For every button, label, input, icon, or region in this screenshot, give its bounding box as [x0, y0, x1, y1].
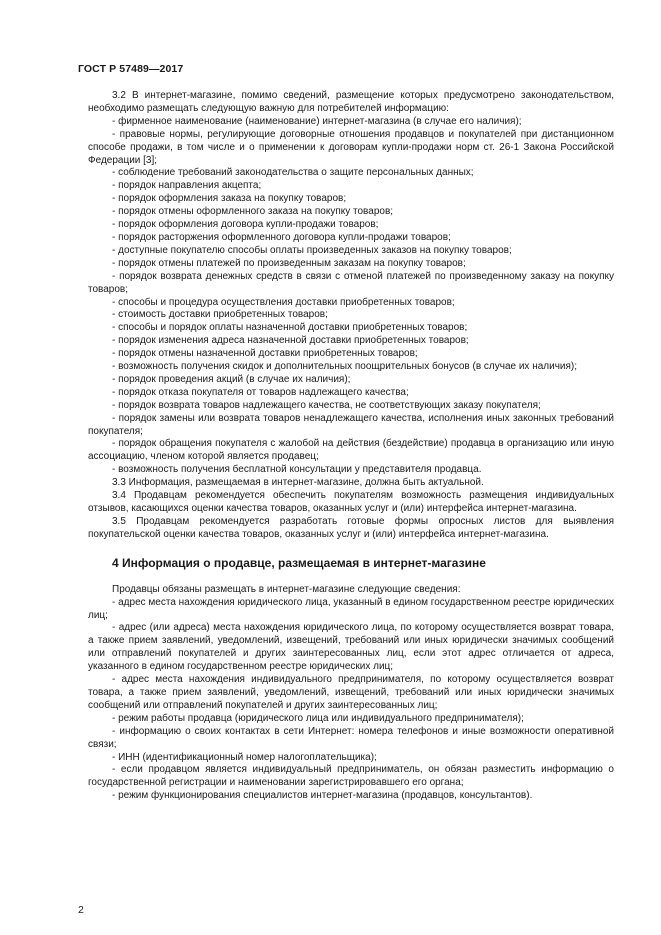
document-header: ГОСТ Р 57489—2017 [78, 63, 184, 75]
list-item: - порядок проведения акций (в случае их наличия); [112, 373, 351, 385]
list-item: - адрес (или адреса) места нахождения юридического лица, по которому осуществляется возврат товара, а также прием заявлений, уведомлений, извещений, требований или иных юридически значимых сообщений или отправлений покупателей и других заинтересованных лиц, если этот адрес отличается от адреса, указанного в едином государственном реестре юридических лиц; [88, 622, 614, 673]
list-item: - порядок замены или возврата товаров ненадлежащего качества, исполнения иных законных требований покупателя; [88, 412, 614, 437]
list-item: - доступные покупателю способы оплаты произведенных заказов на покупку товаров; [112, 244, 512, 256]
list-item: - соблюдение требований законодательства о защите персональных данных; [112, 167, 474, 179]
list-item: - порядок оформления заказа на покупку товаров; [112, 193, 347, 205]
paragraph: 3.2 В интернет-магазине, помимо сведений, размещение которых предусмотрено законодательством, необходимо размещать следующую важную для потребителей информацию: [88, 90, 614, 114]
list-item: - возможность получения скидок и дополнительных поощрительных бонусов (в случае их наличия); [112, 361, 578, 373]
list-item: - режим работы продавца (юридического лица или индивидуального предпринимателя); [112, 712, 524, 724]
section-title: 4 Информация о продавце, размещаемая в интернет-магазине [112, 555, 486, 570]
list-item: - порядок расторжения оформленного договора купли-продажи товаров; [112, 231, 451, 243]
list-item: - режим функционирования специалистов интернет-магазина (продавцов, консультантов). [112, 790, 533, 802]
paragraph: Продавцы обязаны размещать в интернет-магазине следующие сведения: [112, 583, 461, 595]
list-item: - возможность получения бесплатной консультации у представителя продавца. [112, 464, 482, 476]
list-item: - порядок отказа покупателя от товаров надлежащего качества; [112, 386, 409, 398]
list-item: - порядок направления акцепта; [112, 180, 262, 192]
list-item: - порядок оформления договора купли-продажи товаров; [112, 219, 379, 231]
list-item: - порядок возврата денежных средств в связи с отменой платежей по произведенному заказу на покупку товаров; [88, 270, 614, 295]
list-item: - порядок отмены платежей по произведенным заказам на покупку товаров; [112, 257, 466, 269]
list-item: - информацию о своих контактах в сети Интернет: номера телефонов и иные возможности оперативной связи; [88, 725, 614, 750]
list-item: - стоимость доставки приобретенных товаров; [112, 309, 328, 321]
document-body [88, 90, 614, 803]
list-item: - если продавцом является индивидуальный предприниматель, он обязан разместить информацию о государственной регистрации и наименовании зарегистрировавшего его органа; [88, 764, 614, 789]
list-item: - способы и порядок оплаты назначенной доставки приобретенных товаров; [112, 322, 468, 334]
paragraph: 3.4 Продавцам рекомендуется обеспечить покупателям возможность размещения индивидуальных отзывов, касающихся оценки качества товаров, оказанных услуг и (или) интерфейса интернет-магазина. [88, 490, 614, 514]
list-item: - порядок возврата товаров надлежащего качества, не соответствующих заказу покупателя; [112, 399, 541, 411]
list-item: - порядок отмены назначенной доставки приобретенных товаров; [112, 348, 418, 360]
list-item: - фирменное наименование (наименование) интернет-магазина (в случае его наличия); [112, 115, 522, 127]
paragraph: 3.3 Информация, размещаемая в интернет-магазине, должна быть актуальной. [112, 477, 484, 489]
list-item: - порядок изменения адреса назначенной доставки приобретенных товаров; [112, 335, 469, 347]
list-item: - ИНН (идентификационный номер налогоплательщика); [112, 751, 377, 763]
list-item: - порядок обращения покупателя с жалобой на действия (бездействие) продавца в организацию или иную ассоциацию, членом которой является продавец; [88, 438, 614, 463]
list-item: - правовые нормы, регулирующие договорные отношения продавцов и покупателей при дистанционном способе продажи, в том числе и о применении к договорам купли-продажи норм ст. 26-1 Закона Российской Федерации [3]; [88, 128, 614, 166]
list-item: - порядок отмены оформленного заказа на покупку товаров; [112, 206, 394, 218]
page-number: 2 [78, 904, 84, 916]
list-item: - способы и процедура осуществления доставки приобретенных товаров; [112, 296, 455, 308]
list-item: - адрес места нахождения индивидуального предпринимателя, по которому осуществляется возврат товара, а также прием заявлений, уведомлений, извещений, требований или иных юридически значимых сообщений или отправлений покупателей и других заинтересованных лиц; [88, 674, 614, 711]
list-item: - адрес места нахождения юридического лица, указанный в едином государственном реестре юридических лиц; [88, 596, 614, 621]
paragraph: 3.5 Продавцам рекомендуется разработать готовые формы опросных листов для выявления покупательской оценки качества товаров, оказанных услуг и (или) интерфейса интернет-магазина. [88, 515, 614, 540]
